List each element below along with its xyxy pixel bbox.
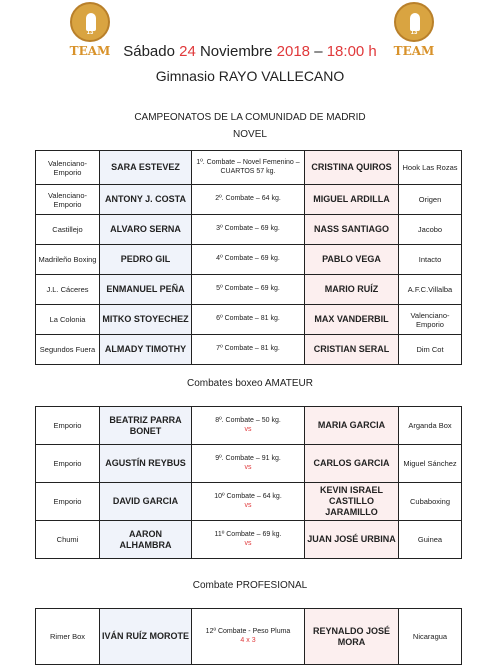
vs-label: vs [244,501,252,509]
blue-corner-club: La Colonia [36,305,100,335]
blue-corner-club: Chumi [36,521,100,559]
red-corner-club: A.F.C.Villalba [399,275,462,305]
red-corner-club: Dim Cot [399,335,462,365]
red-corner-club: Valenciano-Emporio [399,305,462,335]
blue-corner-boxer: AARON ALHAMBRA [100,521,192,559]
bout-info: 4º Combate – 69 kg. [192,245,305,275]
boxer-seal-icon: 13 [70,2,110,42]
bout-info: 11º Combate – 69 kg. vs [192,521,305,559]
vs-label: vs [244,539,252,547]
bout-info: 3º Combate – 69 kg. [192,215,305,245]
blue-corner-boxer: PEDRO GIL [100,245,192,275]
red-corner-club: Arganda Box [399,407,462,445]
event-venue: Gimnasio RAYO VALLECANO [155,68,345,84]
bout-info: 9º. Combate – 91 kg. vs [192,445,305,483]
blue-corner-club: Castillejo [36,215,100,245]
red-corner-boxer: CRISTIAN SERAL [305,335,399,365]
bout-info: 1º. Combate – Novel Femenino – CUARTOS 57 kg. [192,151,305,185]
novel-section-title: CAMPEONATOS DE LA COMUNIDAD DE MADRID [134,112,366,123]
blue-corner-club: Madrileño Boxing [36,245,100,275]
amateur-bouts-table [35,406,462,559]
blue-corner-club: Segundos Fuera [36,335,100,365]
blue-corner-boxer: ALMADY TIMOTHY [100,335,192,365]
bout-info: 8º. Combate – 50 kg. vs [192,407,305,445]
blue-corner-boxer: ENMANUEL PEÑA [100,275,192,305]
blue-corner-club: Emporio [36,445,100,483]
rounds-label: 4 x 3 [240,636,256,644]
blue-corner-club: Valenciano-Emporio [36,151,100,185]
bout-row [36,151,462,185]
profesional-section-title: Combate PROFESIONAL [192,580,308,591]
bout-row [36,609,462,665]
red-corner-club: Guinea [399,521,462,559]
red-corner-club: Miguel Sánchez [399,445,462,483]
bout-row [36,335,462,365]
bout-row [36,521,462,559]
blue-corner-boxer: SARA ESTEVEZ [100,151,192,185]
red-corner-boxer: PABLO VEGA [305,245,399,275]
red-corner-boxer: MARIA GARCIA [305,407,399,445]
team-logo-text: TEAM [393,44,435,58]
red-corner-boxer: NASS SANTIAGO [305,215,399,245]
red-corner-club: Nicaragua [399,609,462,665]
red-corner-boxer: CRISTINA QUIROS [305,151,399,185]
bout-info: 10º Combate – 64 kg. vs [192,483,305,521]
red-corner-club: Cubaboxing [399,483,462,521]
novel-bouts-table [35,150,462,365]
event-date: Sábado 24 Noviembre 2018 – 18:00 h [123,43,377,60]
blue-corner-boxer: BEATRIZ PARRA BONET [100,407,192,445]
bout-info: 2º. Combate – 64 kg. [192,185,305,215]
bout-info: 6º Combate – 81 kg. [192,305,305,335]
bout-info: 7º Combate – 81 kg. [192,335,305,365]
boxer-seal-icon: 13 [394,2,434,42]
blue-corner-boxer: ANTONY J. COSTA [100,185,192,215]
bout-row [36,305,462,335]
red-corner-club: Jacobo [399,215,462,245]
profesional-bouts-table [35,608,462,665]
blue-corner-club: Emporio [36,407,100,445]
blue-corner-boxer: IVÁN RUÍZ MOROTE [100,609,192,665]
red-corner-club: Hook Las Rozas [399,151,462,185]
red-corner-boxer: MARIO RUÍZ [305,275,399,305]
bout-row [36,215,462,245]
bout-info: 12º Combate - Peso Pluma 4 x 3 [192,609,305,665]
vs-label: vs [244,425,252,433]
blue-corner-boxer: MITKO STOYECHEZ [100,305,192,335]
red-corner-boxer: CARLOS GARCIA [305,445,399,483]
bout-row [36,483,462,521]
bout-row [36,275,462,305]
team-logo-text: TEAM [69,44,111,58]
novel-section-subtitle: NOVEL [233,129,267,140]
blue-corner-boxer: AGUSTÍN REYBUS [100,445,192,483]
vs-label: vs [244,463,252,471]
red-corner-boxer: KEVIN ISRAEL CASTILLO JARAMILLO [305,483,399,521]
red-corner-boxer: REYNALDO JOSÉ MORA [305,609,399,665]
bout-row [36,185,462,215]
bout-row [36,407,462,445]
red-corner-club: Origen [399,185,462,215]
red-corner-boxer: MIGUEL ARDILLA [305,185,399,215]
blue-corner-club: J.L. Cáceres [36,275,100,305]
bout-row [36,445,462,483]
blue-corner-boxer: DAVID GARCIA [100,483,192,521]
red-corner-club: Intacto [399,245,462,275]
blue-corner-boxer: ALVARO SERNA [100,215,192,245]
amateur-section-title: Combates boxeo AMATEUR [187,378,313,389]
blue-corner-club: Rimer Box [36,609,100,665]
blue-corner-club: Emporio [36,483,100,521]
red-corner-boxer: JUAN JOSÉ URBINA [305,521,399,559]
blue-corner-club: Valenciano-Emporio [36,185,100,215]
bout-info: 5º Combate – 69 kg. [192,275,305,305]
bout-row [36,245,462,275]
red-corner-boxer: MAX VANDERBIL [305,305,399,335]
